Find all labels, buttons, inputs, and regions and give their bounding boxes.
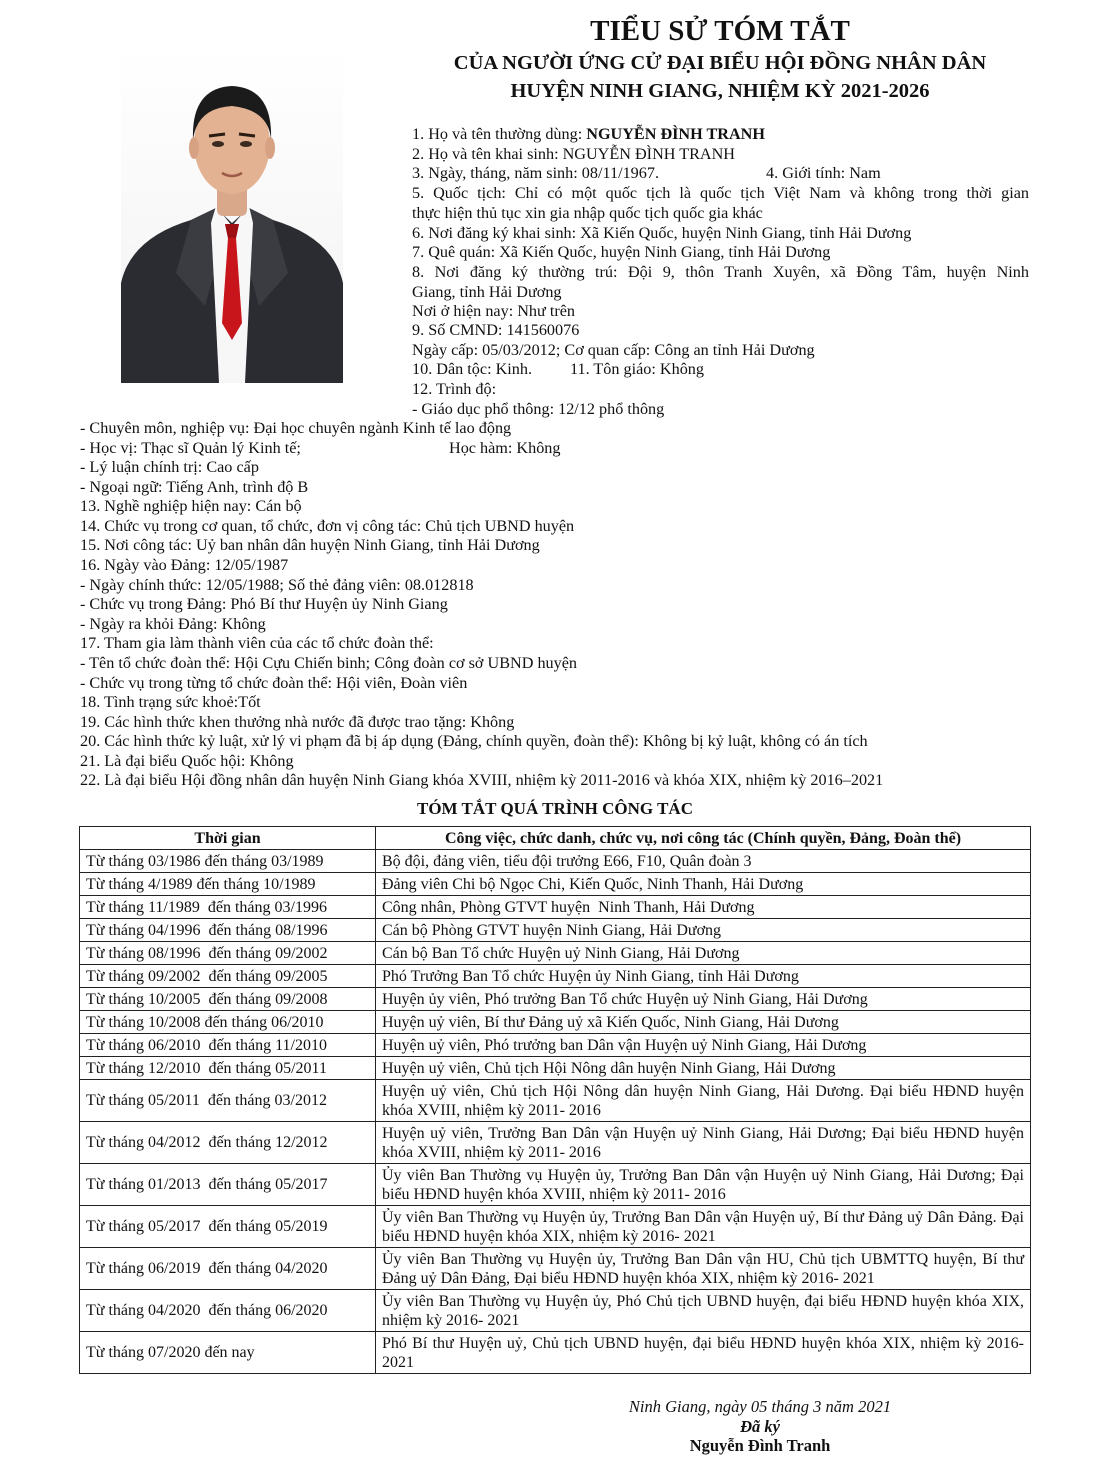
field-national-assembly: 21. Là đại biểu Quốc hội: Không xyxy=(80,752,294,770)
document-subtitle-1: CỦA NGƯỜI ỨNG CỬ ĐẠI BIỂU HỘI ĐỒNG NHÂN DÂN xyxy=(453,52,987,74)
career-description-cell: Đảng viên Chi bộ Ngọc Chi, Kiến Quốc, Ninh Thanh, Hải Dương xyxy=(376,873,1031,896)
career-table-row xyxy=(80,1057,1031,1080)
career-description-cell: Huyện uỷ viên, Trưởng Ban Dân vận Huyện uỷ Ninh Giang, Hải Dương; Đại biểu HĐND huyện khóa XVIII, nhiệm kỳ 2011- 2016 xyxy=(376,1122,1031,1164)
field-religion: 11. Tôn giáo: Không xyxy=(570,360,704,378)
column-header-description: Công việc, chức danh, chức vụ, nơi công tác (Chính quyền, Đảng, Đoàn thể) xyxy=(376,827,1031,850)
field-ethnicity: 10. Dân tộc: Kinh. xyxy=(412,360,533,378)
career-description-cell: Cán bộ Phòng GTVT huyện Ninh Giang, Hải Dương xyxy=(376,919,1031,942)
field-party-official-date: - Ngày chính thức: 12/05/1988; Số thẻ đảng viên: 08.012818 xyxy=(80,576,474,594)
career-time-cell: Từ tháng 09/2002 đến tháng 09/2005 xyxy=(80,965,376,988)
signature-signed-note: Đã ký xyxy=(740,1417,780,1436)
career-table-row xyxy=(80,919,1031,942)
career-time-cell: Từ tháng 05/2011 đến tháng 03/2012 xyxy=(80,1080,376,1122)
field-current-residence: Nơi ở hiện nay: Như trên xyxy=(412,302,576,320)
career-table-row xyxy=(80,1248,1031,1290)
career-table-row xyxy=(80,1164,1031,1206)
career-table-row xyxy=(80,873,1031,896)
candidate-portrait-photo xyxy=(121,48,343,383)
career-description-cell: Phó Trưởng Ban Tổ chức Huyện ủy Ninh Giang, tỉnh Hải Dương xyxy=(376,965,1031,988)
career-time-cell: Từ tháng 10/2005 đến tháng 09/2008 xyxy=(80,988,376,1011)
field-specialty: - Chuyên môn, nghiệp vụ: Đại học chuyên ngành Kinh tế lao động xyxy=(80,419,512,437)
signature-name: Nguyễn Đình Tranh xyxy=(689,1436,831,1455)
career-table-row xyxy=(80,896,1031,919)
field-academic-title: Học hàm: Không xyxy=(449,439,561,457)
career-description-cell: Ủy viên Ban Thường vụ Huyện ủy, Trưởng Ban Dân vận Huyện uỷ, Bí thư Đảng uỷ Dân Đảng. Đại biểu HĐND huyện khóa XIX, nhiệm kỳ 2016- 2021 xyxy=(376,1206,1031,1248)
field-degree: - Học vị: Thạc sĩ Quản lý Kinh tế; xyxy=(80,439,301,457)
career-description-cell: Phó Bí thư Huyện uỷ, Chủ tịch UBND huyện, đại biểu HĐND huyện khóa XIX, nhiệm kỳ 2016- 2021 xyxy=(376,1332,1031,1374)
field-political-theory: - Lý luận chính trị: Cao cấp xyxy=(80,458,259,476)
career-time-cell: Từ tháng 12/2010 đến tháng 05/2011 xyxy=(80,1057,376,1080)
career-description-cell: Ủy viên Ban Thường vụ Huyện ủy, Trưởng Ban Dân vận Huyện uỷ Ninh Giang, Hải Dương; Đại biểu HĐND huyện khóa XVIII, nhiệm kỳ 2011- 2016 xyxy=(376,1164,1031,1206)
field-party-join-date: 16. Ngày vào Đảng: 12/05/1987 xyxy=(80,556,289,574)
document-title: TIỂU SỬ TÓM TẮT xyxy=(590,15,850,47)
career-table-row xyxy=(80,1122,1031,1164)
career-table-row xyxy=(80,1011,1031,1034)
career-table-header xyxy=(80,827,1031,850)
field-general-education: - Giáo dục phổ thông: 12/12 phổ thông xyxy=(412,400,665,418)
career-time-cell: Từ tháng 10/2008 đến tháng 06/2010 xyxy=(80,1011,376,1034)
field-nationality: 5. Quốc tịch: Chỉ có một quốc tịch là quốc tịch Việt Nam và không trong thời gian xyxy=(412,184,1029,202)
field-permanent-residence-cont: Giang, tỉnh Hải Dương xyxy=(412,283,562,301)
field-council-delegate: 22. Là đại biểu Hội đồng nhân dân huyện Ninh Giang khóa XVIII, nhiệm kỳ 2011-2016 và khóa XIX, nhiệm kỳ 2016–2021 xyxy=(80,771,884,789)
career-table xyxy=(79,826,1031,1374)
career-description-cell: Cán bộ Ban Tổ chức Huyện uỷ Ninh Giang, Hải Dương xyxy=(376,942,1031,965)
field-common-name: 1. Họ và tên thường dùng: NGUYỄN ĐÌNH TRANH xyxy=(412,125,765,143)
document-subtitle-2: HUYỆN NINH GIANG, NHIỆM KỲ 2021-2026 xyxy=(510,80,930,102)
career-description-cell: Huyện uỷ viên, Chủ tịch Hội Nông dân huyện Ninh Giang, Hải Dương xyxy=(376,1057,1031,1080)
career-description-cell: Huyện uỷ viên, Bí thư Đảng uỷ xã Kiến Quốc, Ninh Giang, Hải Dương xyxy=(376,1011,1031,1034)
career-time-cell: Từ tháng 01/2013 đến tháng 05/2017 xyxy=(80,1164,376,1206)
field-nationality-cont: thực hiện thủ tục xin gia nhập quốc tịch quốc gia khác xyxy=(412,204,763,222)
career-time-cell: Từ tháng 04/2020 đến tháng 06/2020 xyxy=(80,1290,376,1332)
career-description-cell: Huyện uỷ viên, Chủ tịch Hội Nông dân huyện Ninh Giang, Hải Dương. Đại biểu HĐND huyện khóa XVIII, nhiệm kỳ 2011- 2016 xyxy=(376,1080,1031,1122)
field-organizations-heading: 17. Tham gia làm thành viên của các tổ chức đoàn thể: xyxy=(80,634,434,652)
career-time-cell: Từ tháng 06/2010 đến tháng 11/2010 xyxy=(80,1034,376,1057)
career-description-cell: Huyện ủy viên, Phó trưởng Ban Tổ chức Huyện uỷ Ninh Giang, Hải Dương xyxy=(376,988,1031,1011)
field-permanent-residence: 8. Nơi đăng ký thường trú: Đội 9, thôn Tranh Xuyên, xã Đồng Tâm, huyện Ninh xyxy=(412,263,1029,281)
career-description-cell: Ủy viên Ban Thường vụ Huyện ủy, Trưởng Ban Dân vận HU, Chủ tịch UBMTTQ huyện, Bí thư Đảng uỷ Dân Đảng, Đại biểu HĐND huyện khóa XIX, nhiệm kỳ 2016- 2021 xyxy=(376,1248,1031,1290)
field-hometown: 7. Quê quán: Xã Kiến Quốc, huyện Ninh Giang, tỉnh Hải Dương xyxy=(412,243,831,261)
career-time-cell: Từ tháng 4/1989 đến tháng 10/1989 xyxy=(80,873,376,896)
field-birth-name: 2. Họ và tên khai sinh: NGUYỄN ĐÌNH TRANH xyxy=(412,145,735,163)
career-time-cell: Từ tháng 04/1996 đến tháng 08/1996 xyxy=(80,919,376,942)
field-organization-roles: - Chức vụ trong từng tổ chức đoàn thể: Hội viên, Đoàn viên xyxy=(80,674,468,692)
field-education-heading: 12. Trình độ: xyxy=(412,380,497,398)
field-birth-registration: 6. Nơi đăng ký khai sinh: Xã Kiến Quốc, huyện Ninh Giang, tỉnh Hải Dương xyxy=(412,224,912,242)
career-time-cell: Từ tháng 06/2019 đến tháng 04/2020 xyxy=(80,1248,376,1290)
career-table-row xyxy=(80,1080,1031,1122)
field-organization-names: - Tên tổ chức đoàn thể: Hội Cựu Chiến binh; Công đoàn cơ sở UBND huyện xyxy=(80,654,577,672)
column-header-time: Thời gian xyxy=(80,827,376,850)
career-section-heading: TÓM TẮT QUÁ TRÌNH CÔNG TÁC xyxy=(417,799,693,818)
field-date-of-birth: 3. Ngày, tháng, năm sinh: 08/11/1967. xyxy=(412,164,659,182)
field-party-leave-date: - Ngày ra khỏi Đảng: Không xyxy=(80,615,266,633)
field-occupation: 13. Nghề nghiệp hiện nay: Cán bộ xyxy=(80,497,302,515)
field-workplace: 15. Nơi công tác: Uỷ ban nhân dân huyện Ninh Giang, tỉnh Hải Dương xyxy=(80,536,540,554)
career-table-row xyxy=(80,1332,1031,1374)
career-time-cell: Từ tháng 11/1989 đến tháng 03/1996 xyxy=(80,896,376,919)
career-description-cell: Công nhân, Phòng GTVT huyện Ninh Thanh, Hải Dương xyxy=(376,896,1031,919)
career-table-row xyxy=(80,1206,1031,1248)
field-id-number: 9. Số CMND: 141560076 xyxy=(412,321,580,339)
career-time-cell: Từ tháng 05/2017 đến tháng 05/2019 xyxy=(80,1206,376,1248)
signature-place-date: Ninh Giang, ngày 05 tháng 3 năm 2021 xyxy=(628,1397,892,1416)
field-awards: 19. Các hình thức khen thưởng nhà nước đã được trao tặng: Không xyxy=(80,713,515,731)
field-gender: 4. Giới tính: Nam xyxy=(766,164,881,182)
career-time-cell: Từ tháng 08/1996 đến tháng 09/2002 xyxy=(80,942,376,965)
field-foreign-language: - Ngoại ngữ: Tiếng Anh, trình độ B xyxy=(80,478,309,496)
career-description-cell: Bộ đội, đảng viên, tiểu đội trưởng E66, F10, Quân đoàn 3 xyxy=(376,850,1031,873)
career-table-row xyxy=(80,1290,1031,1332)
career-description-cell: Huyện uỷ viên, Phó trưởng ban Dân vận Huyện uỷ Ninh Giang, Hải Dương xyxy=(376,1034,1031,1057)
field-id-issue: Ngày cấp: 05/03/2012; Cơ quan cấp: Công an tỉnh Hải Dương xyxy=(412,341,815,359)
field-health: 18. Tình trạng sức khoẻ:Tốt xyxy=(80,693,261,711)
career-table-row xyxy=(80,988,1031,1011)
career-table-row xyxy=(80,1034,1031,1057)
field-position: 14. Chức vụ trong cơ quan, tổ chức, đơn vị công tác: Chủ tịch UBND huyện xyxy=(80,517,575,535)
career-table-row xyxy=(80,850,1031,873)
career-time-cell: Từ tháng 07/2020 đến nay xyxy=(80,1332,376,1374)
career-table-row xyxy=(80,965,1031,988)
career-description-cell: Ủy viên Ban Thường vụ Huyện ủy, Phó Chủ tịch UBND huyện, đại biểu HĐND huyện khóa XIX, nhiệm kỳ 2016- 2021 xyxy=(376,1290,1031,1332)
field-party-position: - Chức vụ trong Đảng: Phó Bí thư Huyện ủy Ninh Giang xyxy=(80,595,448,613)
field-discipline: 20. Các hình thức kỷ luật, xử lý vi phạm đã bị áp dụng (Đảng, chính quyền, đoàn thể): Không bị kỷ luật, không có án tích xyxy=(80,732,868,750)
career-time-cell: Từ tháng 03/1986 đến tháng 03/1989 xyxy=(80,850,376,873)
career-time-cell: Từ tháng 04/2012 đến tháng 12/2012 xyxy=(80,1122,376,1164)
career-table-row xyxy=(80,942,1031,965)
